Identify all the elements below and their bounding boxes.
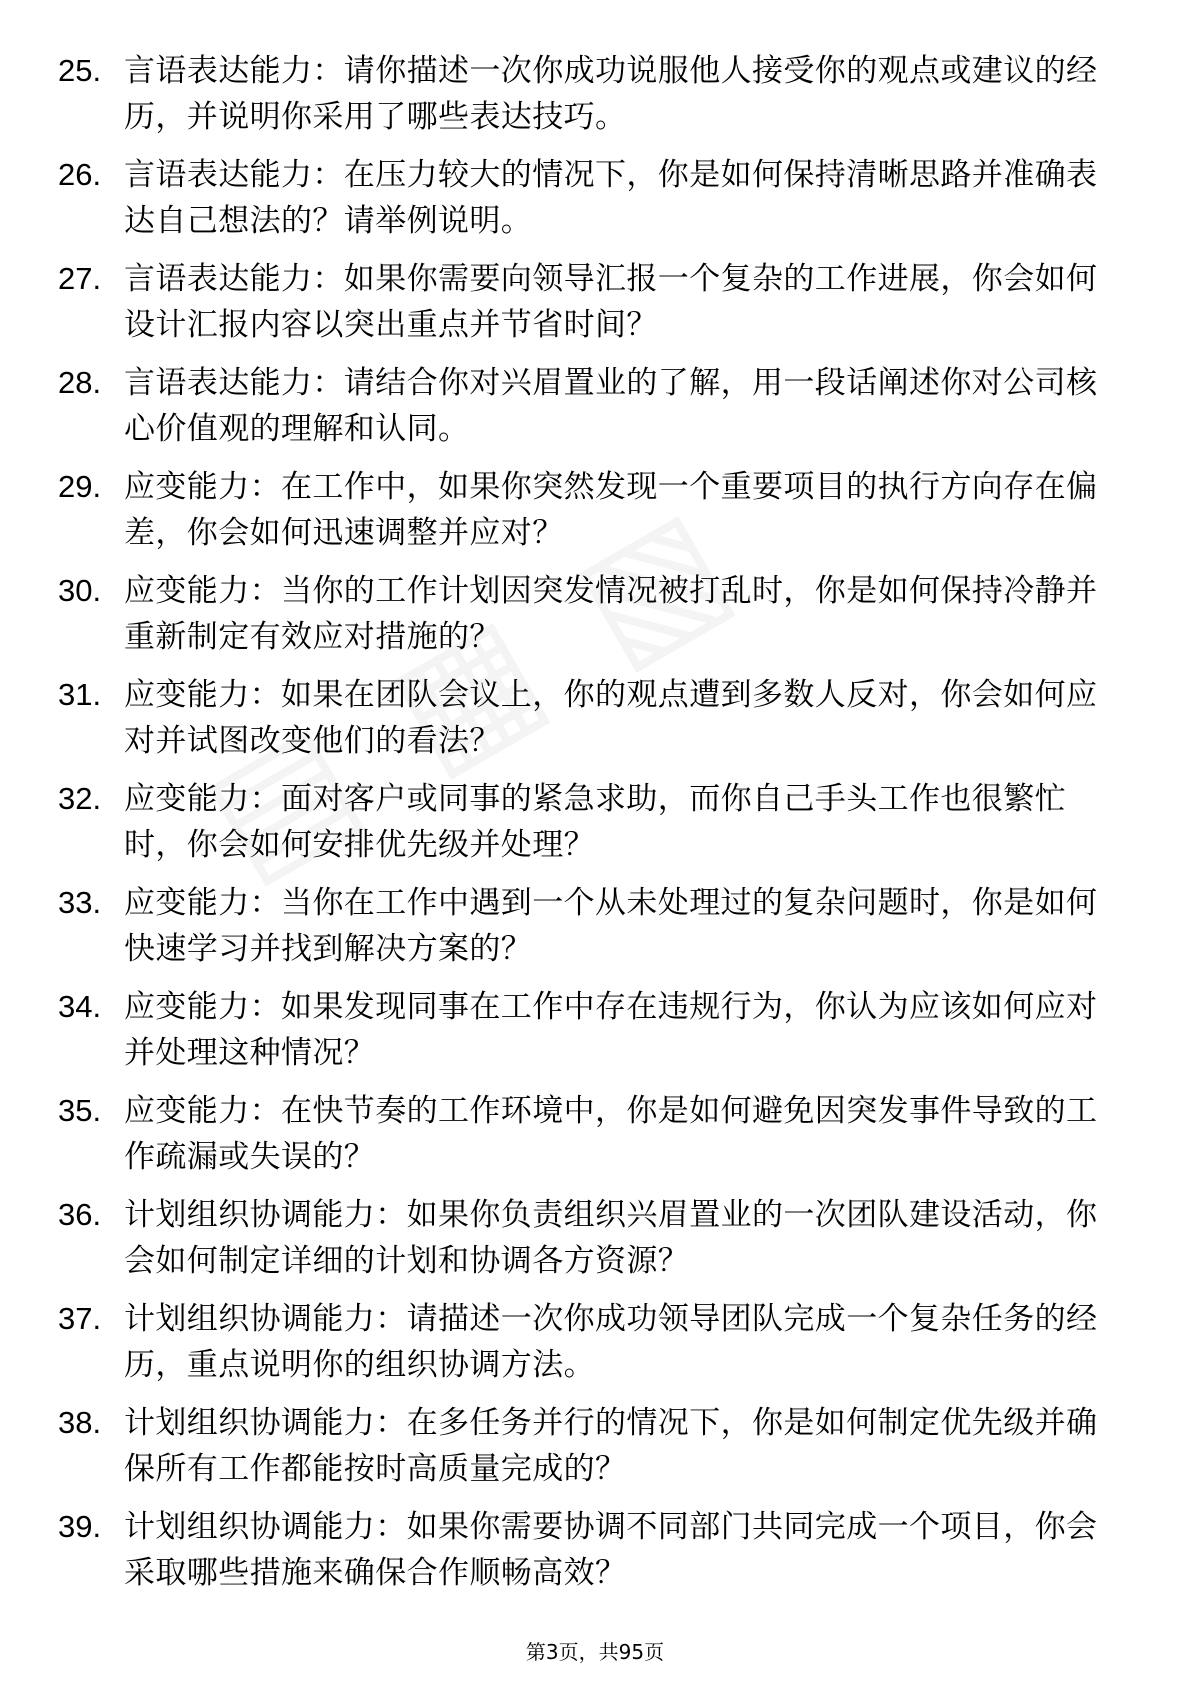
question-text: 应变能力：在快节奏的工作环境中，你是如何避免因突发事件导致的工作疏漏或失误的？ — [124, 1093, 1098, 1175]
question-number: 35. — [58, 1093, 102, 1128]
question-number: 26. — [58, 157, 102, 192]
question-number: 37. — [58, 1301, 102, 1336]
question-text: 应变能力：当你在工作中遇到一个从未处理过的复杂问题时，你是如何快速学习并找到解决方案的？ — [124, 885, 1098, 967]
question-text: 言语表达能力：请你描述一次你成功说服他人接受你的观点或建议的经历，并说明你采用了哪些表达技巧。 — [124, 53, 1098, 135]
page-number-label: 第3页，共95页 — [525, 1640, 665, 1664]
question-text: 计划组织协调能力：如果你负责组织兴眉置业的一次团队建设活动，你会如何制定详细的计划和协调各方资源？ — [124, 1197, 1098, 1279]
question-item — [58, 672, 1118, 776]
question-text: 应变能力：如果在团队会议上，你的观点遭到多数人反对，你会如何应对并试图改变他们的看法？ — [124, 677, 1098, 759]
question-item — [58, 1504, 1118, 1608]
question-number: 36. — [58, 1197, 102, 1232]
question-text: 计划组织协调能力：如果你需要协调不同部门共同完成一个项目，你会采取哪些措施来确保合作顺畅高效？ — [124, 1509, 1098, 1591]
question-item — [58, 1088, 1118, 1192]
question-item — [58, 48, 1118, 152]
question-item — [58, 360, 1118, 464]
question-list — [58, 48, 1118, 1608]
question-number: 38. — [58, 1405, 102, 1440]
question-number: 28. — [58, 365, 102, 400]
question-item — [58, 256, 1118, 360]
question-text: 计划组织协调能力：请描述一次你成功领导团队完成一个复杂任务的经历，重点说明你的组织协调方法。 — [124, 1301, 1098, 1383]
question-text: 应变能力：面对客户或同事的紧急求助，而你自己手头工作也很繁忙时，你会如何安排优先级并处理？ — [124, 781, 1066, 863]
question-item — [58, 568, 1118, 672]
question-number: 25. — [58, 53, 102, 88]
question-text: 言语表达能力：请结合你对兴眉置业的了解，用一段话阐述你对公司核心价值观的理解和认同。 — [124, 365, 1098, 447]
question-item — [58, 1192, 1118, 1296]
question-item — [58, 880, 1118, 984]
question-number: 30. — [58, 573, 102, 608]
question-text: 应变能力：如果发现同事在工作中存在违规行为，你认为应该如何应对并处理这种情况？ — [124, 989, 1098, 1071]
question-item — [58, 152, 1118, 256]
question-number: 34. — [58, 989, 102, 1024]
question-number: 31. — [58, 677, 102, 712]
question-number: 29. — [58, 469, 102, 504]
page-footer — [0, 1640, 1190, 1664]
question-text: 计划组织协调能力：在多任务并行的情况下，你是如何制定优先级并确保所有工作都能按时高质量完成的？ — [124, 1405, 1098, 1487]
question-text: 言语表达能力：如果你需要向领导汇报一个复杂的工作进展，你会如何设计汇报内容以突出重点并节省时间？ — [124, 261, 1098, 343]
question-number: 39. — [58, 1509, 102, 1544]
question-number: 33. — [58, 885, 102, 920]
question-item — [58, 984, 1118, 1088]
question-item — [58, 1400, 1118, 1504]
question-text: 应变能力：当你的工作计划因突发情况被打乱时，你是如何保持冷静并重新制定有效应对措施的？ — [124, 573, 1098, 655]
question-text: 应变能力：在工作中，如果你突然发现一个重要项目的执行方向存在偏差，你会如何迅速调整并应对？ — [124, 469, 1098, 551]
question-item — [58, 1296, 1118, 1400]
question-text: 言语表达能力：在压力较大的情况下，你是如何保持清晰思路并准确表达自己想法的？请举例说明。 — [124, 157, 1098, 239]
question-item — [58, 464, 1118, 568]
question-number: 32. — [58, 781, 102, 816]
question-number: 27. — [58, 261, 102, 296]
question-item — [58, 776, 1118, 880]
